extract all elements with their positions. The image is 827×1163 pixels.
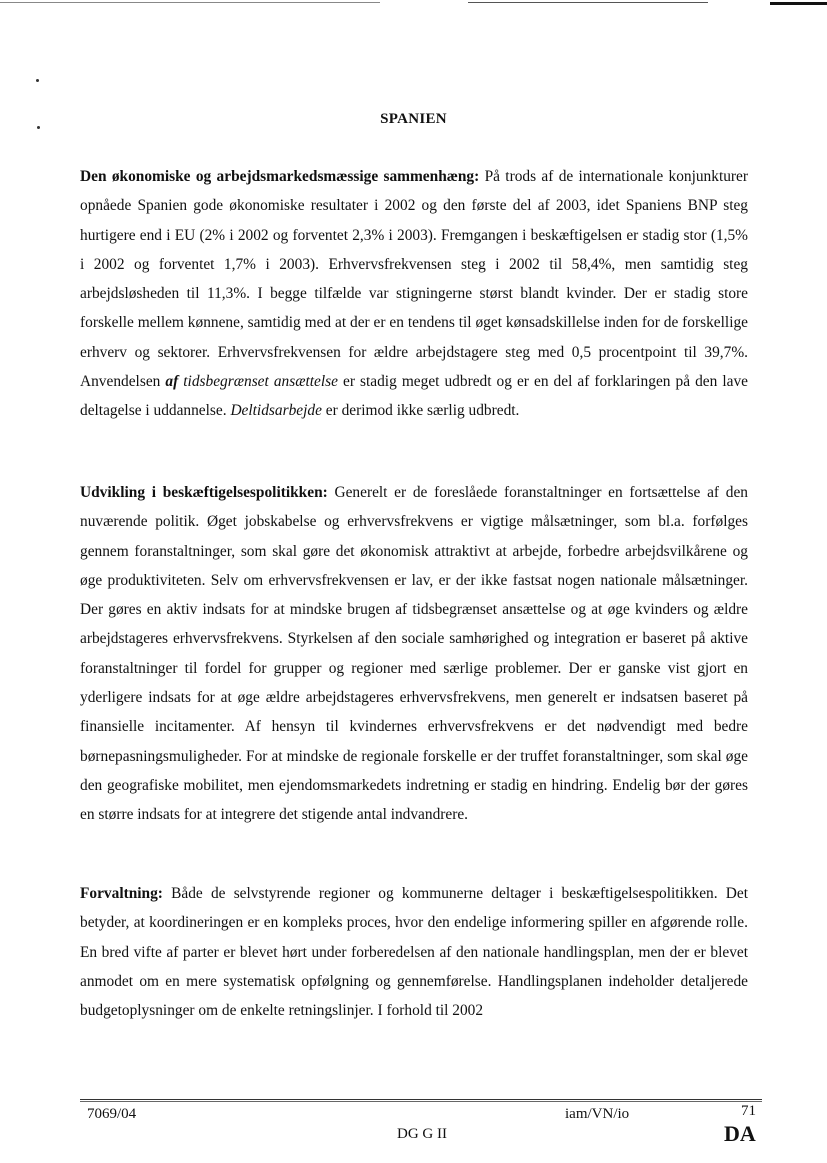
section-text: Både de selvstyrende regioner og kommunerne deltager i beskæftigelsespolitikken. Det betyder, at koordineringen er en kompleks proces, hvor den endelige informering spiller en afgørende rolle. En bred vifte af parter er blevet hørt under forberedelsen af den nationale handlingsplan, men der er blevet anmodet om en mere systematisk opfølgning og gennemførelse. Handlingsplanen indeholder detaljerede budgetoplysninger om de enkelte retningslinjer. I forhold til 2002 <box>80 885 748 1020</box>
section-heading: Den økonomiske og arbejdsmarkedsmæssige sammenhæng: <box>80 168 480 185</box>
section-text-emphasis: tidsbegrænset ansættelse <box>183 373 338 391</box>
section-heading: Udvikling i beskæftigelsespolitikken: <box>80 484 328 501</box>
section-employment-policy <box>80 478 748 830</box>
scan-edge-line <box>468 2 708 3</box>
scan-edge-line <box>0 2 380 3</box>
section-text: er derimod ikke særlig udbredt. <box>321 402 520 420</box>
footer-dg: DG G II <box>397 1126 447 1142</box>
section-text-emphasis: Deltidsarbejde <box>230 402 322 420</box>
footer-initials: iam/VN/io <box>565 1106 630 1122</box>
footer-divider <box>80 1099 762 1100</box>
footer-language: DA <box>724 1121 756 1146</box>
section-text: er stadig meget udbredt og er en del af forklaringen på den lave deltagelse i uddannelse. <box>80 373 748 420</box>
section-text: Generelt er de foreslåede foranstaltninger en fortsættelse af den nuværende politik. Øget jobskabelse og erhvervsfrekvens er vigtige målsætninger, som bl.a. forfølges gennem foranstaltninger, som skal gøre det økonomisk attraktivt at arbejde, forbedre arbejdsvilkårene og øge produktiviteten. Selv om erhvervsfrekvensen er lav, er der ikke fastsat nogen nationale målsætninger. Der gøres en aktiv indsats for at mindske brugen af tidsbegrænset ansættelse og at øge kvinders og ældre arbejdstageres erhvervsfrekvens. Styrkelsen af den sociale samhørighed og integration er baseret på aktive foranstaltninger til fordel for grupper og regioner med særlige problemer. Der er ganske vist gjort en yderligere indsats for at øge ældre arbejdstageres erhvervsfrekvens, men generelt er indsatsen baseret på finansielle incitamenter. Af hensyn til kvindernes erhvervsfrekvens er det nødvendigt med bedre børnepasningsmuligheder. For at mindske de regionale forskelle er der truffet foranstaltninger, som skal øge den geografiske mobilitet, men ejendomsmarkedets indretning er stadig en hindring. Endelig bør der gøres en større indsats for at integrere det stigende antal indvandrere. <box>80 484 748 824</box>
scan-edge-line <box>770 2 827 5</box>
footer-doc-ref: 7069/04 <box>87 1106 137 1122</box>
section-text-emphasis: af <box>165 373 184 391</box>
footer-page-number: 71 <box>741 1103 756 1119</box>
section-heading: Forvaltning: <box>80 885 163 902</box>
scan-speck <box>36 79 39 82</box>
section-economic-context <box>80 162 748 426</box>
section-text: På trods af de internationale konjunkturer opnåede Spanien gode økonomiske resultater i 2002 og den første del af 2003, idet Spaniens BNP steg hurtigere end i EU (2% i 2002 og forventet 2,3% i 2003). Fremgangen i beskæftigelsen er stadig stor (1,5% i 2002 og forventet 1,7% i 2003). Erhvervsfrekvensen steg i 2002 til 58,4%, men samtidig steg arbejdsløsheden til 11,3%. I begge tilfælde var stigningerne størst blandt kvinder. Der er stadig store forskelle mellem kønnene, samtidig med at der er en tendens til øget kønsadskillelse inden for de forskellige erhverv og sektorer. Erhvervsfrekvensen for ældre arbejdstagere steg med 0,5 procentpoint til 39,7%. Anvendelsen <box>80 168 748 391</box>
footer-divider <box>80 1101 762 1102</box>
page-title: SPANIEN <box>380 111 447 127</box>
section-governance <box>80 879 748 1025</box>
